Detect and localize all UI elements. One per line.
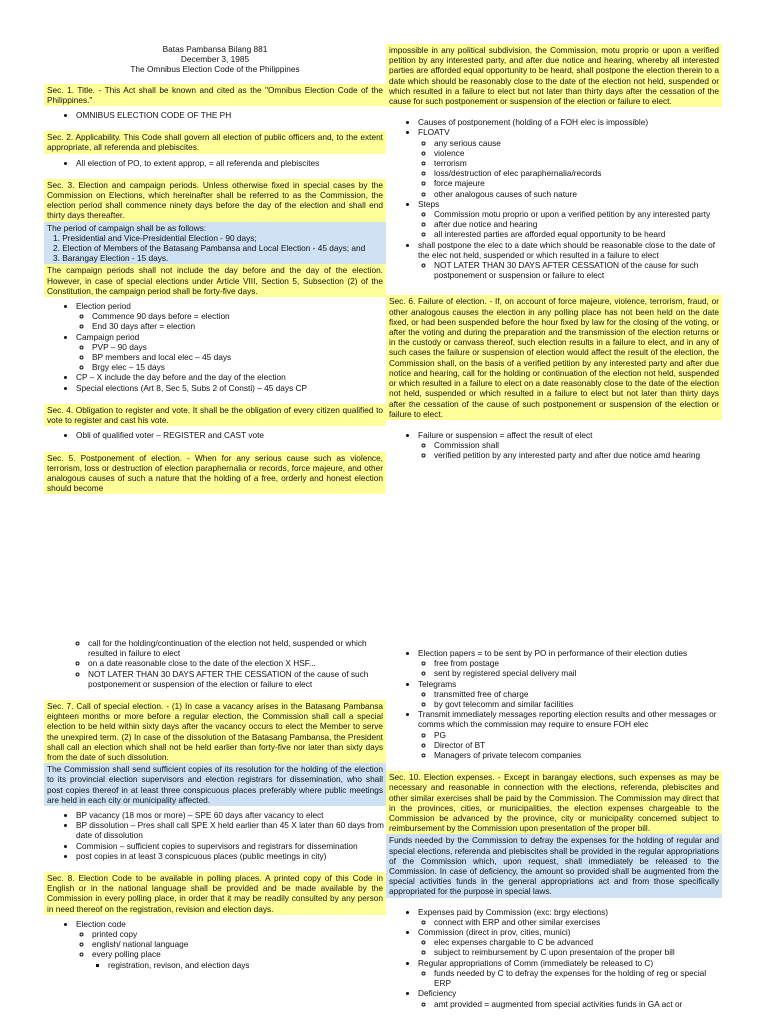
header-line-1: Batas Pambansa Bilang 881 [162,44,268,54]
list-item: ◦ NOT LATER THAN 30 DAYS AFTER THE CESSATION of the cause of such postponement or suspension of the election or failure to elect [88,669,386,689]
list-item: ◦ every polling place [92,949,386,959]
section-7-text-cont: The Commission shall send sufficient copies of its resolution for the holding of the election to its provincial election supervisors and election registrars for dissemination, who shall post copies thereof in at least three conspicuous places preferably where public meetings are held in each city or municipality affected. [44,763,386,806]
list-item: ◦ connect with ERP and other similar exercises [434,917,722,927]
page1-left-column [44,44,386,494]
list-item: • post copies in at least 3 conspicuous places (public meetings in city) [76,851,386,861]
list-item: • Commision – sufficient copies to supervisors and registrars for dissemination [76,841,386,851]
section-8-notes [44,919,386,970]
list-item: ◦ subject to reimbursement by C upon presentaion of the proper bill [434,947,722,957]
page2-left-column [44,638,386,976]
section-3-text-cont: The campaign periods shall not include the day before and the day of the election. However, in case of special elections under Article VIII, Section 5, Subsection (2) of the Constitution, the campaign period shall be forty-five days. [44,264,386,297]
page1-right-column [386,44,722,467]
list-item: ◦ loss/destruction of elec paraphernalia/records [434,168,722,178]
list-item: ◦ End 30 days after = election [92,321,386,331]
section-10-text-cont: Funds needed by the Commission to defray the expenses for the holding of regular and special elections, referenda and plebiscites shall be provided in the regular appropriations of the Commission which, upon request, shall immediately be released to the Commission. In case of deficiency, the amount so provided shall be augmented from the special activities funds in the general appropriations act and from those specifically appropriated for the purpose in special laws. [386,834,722,897]
section-7-text: Sec. 7. Call of special election. - (1) In case a vacancy arises in the Batasang Pambansa eighteen months or more before a regular election, the Commission shall call a special election to be held within sixty days after the vacancy occurs to elect the Member to serve the unexpired term. (2) In case of the dissolution of the Batasang Pambansa, the President shall call an election which shall not be held earlier than forty-five nor later than sixty days from the date of such dissolution. [44,700,386,763]
list-item: ◦ Commission motu proprio or upon a verified petition by any interested party [434,209,722,219]
list-item: • Expenses paid by Commission (exc: brgy elections) [418,907,722,917]
list-item: ◦ sent by registered special delivery mail [434,668,722,678]
list-item: ◦ transmitted free of charge [434,689,722,699]
list-item: • Regular appropriations of Comm (immediately be released to C) [418,958,722,968]
section-4-notes [44,430,386,440]
campaign-item: 3. Barangay Election - 15 days. [53,253,169,264]
list-item: ◦ force majeure [434,178,722,188]
section-3-campaign-periods [44,222,386,265]
section-3-text: Sec. 3. Election and campaign periods. Unless otherwise fixed in special cases by the Commission on Elections, which hereinafter shall be referred to as the Commission, the election period shall commence ninety days before the day of the election and shall end thirty days thereafter. [44,179,386,222]
list-item: ◦ any serious cause [434,138,722,148]
section-5-notes [386,117,722,280]
list-item: ◦ violence [434,148,722,158]
list-item: • All election of PO, to extent approp, = all referenda and plebiscites [76,158,386,168]
list-item: • Failure or suspension = affect the result of elect [418,430,722,440]
list-item: ◦ elec expenses chargable to C be advanced [434,937,722,947]
section-7-notes [44,810,386,861]
section-4-text: Sec. 4. Obligation to register and vote. It shall be the obligation of every citizen qualified to vote to register and cast his vote. [44,404,386,426]
document-header [44,44,386,75]
section-5-text: Sec. 5. Postponement of election. - When for any serious cause such as violence, terrorism, loss or destruction of election paraphernalia or records, force majeure, and other analogous causes of such a nature that the holding of a free, orderly and honest election should become [44,452,386,495]
section-2-text: Sec. 2. Applicability. This Code shall govern all election of public officers and, to the extent appropriate, all referenda and plebiscites. [44,131,386,153]
list-item: • Commission (direct in prov, cities, munici) [418,927,722,937]
section-10-notes [386,907,722,1009]
list-item: • Steps [418,199,722,209]
list-item: • Deficiency [418,988,722,998]
list-item: • Obli of qualified voter – REGISTER and CAST vote [76,430,386,440]
list-item: • Special elections (Art 8, Sec 5, Subs 2 of Consti) – 45 days CP [76,383,386,393]
list-item: ◦ Managers of private telecom companies [434,750,722,760]
list-item: • CP – X include the day before and the day of the election [76,372,386,382]
section-3-notes [44,301,386,393]
section-9-notes [386,648,722,760]
list-item: ◦ free from postage [434,658,722,668]
header-line-2: December 3, 1985 [180,54,250,65]
list-item: • Election papers = to be sent by PO in performance of their election duties [418,648,722,658]
list-item: ◦ amt provided = augmented from special activities funds in GA act or [434,999,722,1009]
list-item: ◦ verified petition by any interested party and after due notice amd hearing [434,450,722,460]
section-2-notes [44,158,386,168]
list-item: ◦ after due notice and hearing [434,219,722,229]
section-6-text: Sec. 6. Failure of election. - If, on account of force majeure, violence, terrorism, fraud, or other analogous causes the election in any polling place has not been held on the date fixed, or had been suspended before the hour fixed by law for the closing of the voting, or after the voting and during the preparation and the transmission of the election returns or in the custody or canvass thereof, such election results in a failure to elect, and in any of such cases the failure or suspension of election would affect the result of the election, the Commission shall, on the basis of a verified petition by any interested party and after due notice and hearing, call for the holding or continuation of the election not held, suspended or which resulted in a failure to elect on a date reasonably close to the date of the election not held, suspended or which resulted in a failure to elect but not later than thirty days after the cessation of the cause of such postponement or suspension of the election or failure to elect. [386,295,722,419]
list-item: • Election period [76,301,386,311]
list-item: • Telegrams [418,679,722,689]
list-item: • Election code [76,919,386,929]
section-6-notes [386,430,722,461]
list-item: • BP vacancy (18 mos or more) – SPE 60 days after vacancy to elect [76,810,386,820]
list-item: • Transmit immediately messages reporting election results and other messages or comms which the commission may require to ensure FOH elec [418,709,722,729]
list-item: ◦ BP members and local elec – 45 days [92,352,386,362]
list-item: ◦ on a date reasonable close to the date of the election X HSF... [88,658,386,668]
section-5-text-cont: impossible in any political subdivision, the Commission, motu proprio or upon a verified petition by any interested party, and after due notice and hearing, whereby all interested parties are afforded equal opportunity to be heard, shall postpone the election therein to a date which should be reasonably close to the date of the election not held, suspended or which resulted in a failure to elect but not later than thirty days after the cessation of the cause for such postponement or suspension of the election or failure to elect. [386,44,722,107]
list-item: • BP dissolution – Pres shall call SPE X held earlier than 45 X later than 60 days from date of dissolution [76,820,386,840]
section-6-notes-cont [44,638,386,689]
section-1-notes [44,110,386,120]
list-item: • shall postpone the elec to a date which should be reasonable close to the date of the elec not held, suspended or which resulted in a failure to elect [418,240,722,260]
list-item: ◦ call for the holding/continuation of the election not held, suspended or which resulted in failure to elect [88,638,386,658]
list-item: ◦ NOT LATER THAN 30 DAYS AFTER CESSATION of the cause for such postponement or suspension or failure to elect [434,260,722,280]
list-item: ◦ Commission shall [434,440,722,450]
campaign-item: 1. Presidential and Vice-Presidential Election - 90 days; [53,232,257,243]
list-item: ◦ Commence 90 days before = election [92,311,386,321]
section-1-text: Sec. 1. Title. - This Act shall be known and cited as the "Omnibus Election Code of the Philippines." [44,84,386,106]
list-item: ◦ PG [434,730,722,740]
list-item: ▪ registration, revison, and election days [108,960,386,970]
list-item: ◦ printed copy [92,929,386,939]
list-item: • OMNIBUS ELECTION CODE OF THE PH [76,110,386,120]
section-10-text: Sec. 10. Election expenses. - Except in barangay elections, such expenses as may be necessary and reasonable in connection with the elections, referenda, plebiscites and other similar exercises shall be paid by the Commission. The Commission may direct that in the provinces, cities, or municipalities, the election expenses chargeable to the Commission be advanced by the province, city or municipality concerned subject to reimbursement by the Commission upon presentation of the proper bill. [386,771,722,834]
campaign-intro: The period of campaign shall be as follows: [47,222,207,233]
section-8-text: Sec. 8. Election Code to be available in polling places. A printed copy of this Code in English or in the national language shall be provided and be made available by the Commission in every polling place, in order that it may be readily consulted by any person in need thereof on the registration, revision and election days. [44,872,386,915]
list-item: ◦ Director of BT [434,740,722,750]
list-item: • Causes of postponement (holding of a FOH elec is impossible) [418,117,722,127]
list-item: • FLOATV [418,127,722,137]
list-item: ◦ english/ national language [92,939,386,949]
list-item: ◦ terrorism [434,158,722,168]
list-item: ◦ all interested parties are afforded equal opportunity to be heard [434,229,722,239]
list-item: ◦ by govt telecomm and similar facilities [434,699,722,709]
header-line-3: The Omnibus Election Code of the Philippines [130,64,300,75]
list-item: ◦ Brgy elec – 15 days [92,362,386,372]
page2-right-column [386,648,722,1015]
campaign-item: 2. Election of Members of the Batasang Pambansa and Local Election - 45 days; and [53,243,366,254]
list-item: • Campaign period [76,332,386,342]
list-item: ◦ PVP – 90 days [92,342,386,352]
list-item: ◦ funds needed by C to defray the expenses for the holding of reg or special ERP [434,968,722,988]
list-item: ◦ other analogous causes of such nature [434,189,722,199]
